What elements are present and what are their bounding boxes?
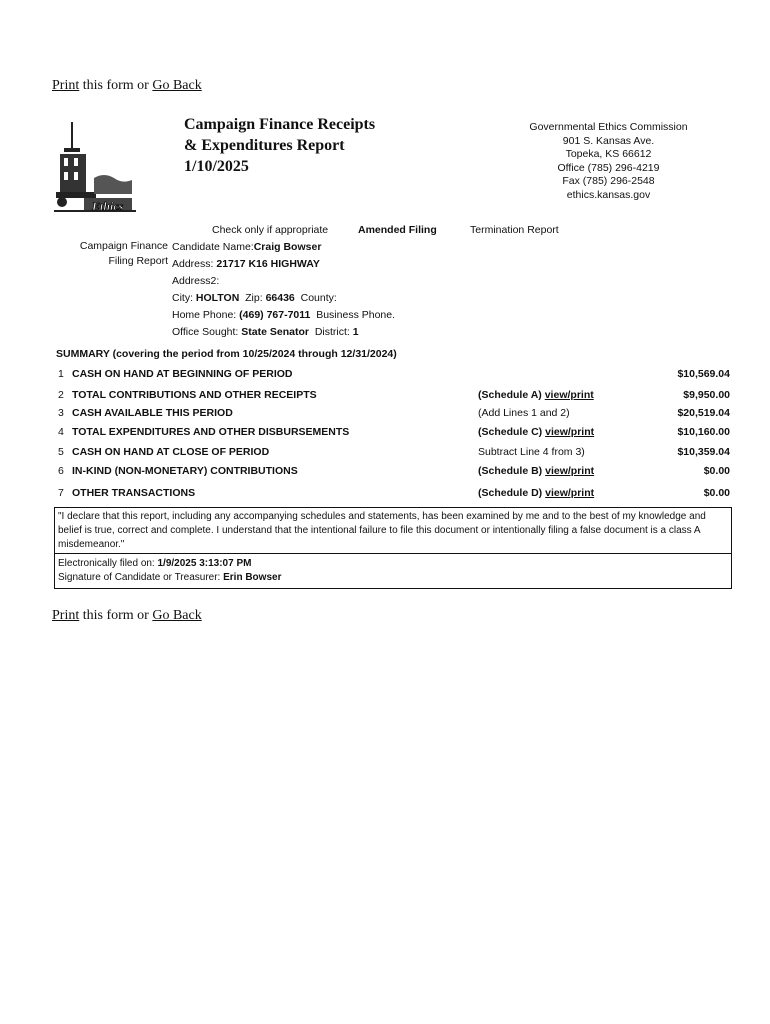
view-print-link[interactable]: view/print: [544, 389, 594, 401]
go-back-link[interactable]: Go Back: [152, 608, 202, 623]
top-nav: [52, 78, 202, 94]
schedule-label: Subtract Line 4 from 3): [478, 446, 585, 458]
row-number: 4: [58, 426, 64, 438]
check-instruction: Check only if appropriate: [212, 224, 329, 236]
title-line-2: & Expenditures Report: [184, 137, 345, 154]
schedule-label: (Schedule D): [478, 487, 543, 499]
nav-text: this form or: [79, 608, 153, 623]
county-label: County:: [300, 292, 337, 304]
report-title: [184, 114, 375, 177]
row-label: CASH AVAILABLE THIS PERIOD: [72, 407, 233, 419]
termination-report-option[interactable]: Termination Report: [470, 224, 559, 236]
nav-text: this form or: [79, 78, 153, 93]
row-number: 7: [58, 487, 64, 499]
signature-line: [58, 571, 728, 585]
filed-date: 1/9/2025 3:13:07 PM: [157, 558, 252, 569]
row-number: 2: [58, 389, 64, 401]
summary-row: [56, 487, 730, 507]
report-type-label-2: Filing Report: [108, 255, 168, 267]
home-phone: (469) 767-7011: [239, 309, 311, 321]
amended-filing-option[interactable]: Amended Filing: [358, 224, 437, 236]
office-sought-label: Office Sought:: [172, 326, 239, 338]
schedule-label: (Schedule C): [478, 426, 543, 438]
summary-row: [56, 368, 730, 388]
schedule-label: (Add Lines 1 and 2): [478, 407, 570, 419]
candidate-name-line: [172, 241, 321, 253]
address2-line: [172, 275, 219, 287]
filed-line: [58, 557, 728, 571]
row-amount: $10,160.00: [677, 426, 730, 438]
report-type-label-1: Campaign Finance: [79, 240, 168, 252]
view-print-link[interactable]: view/print: [545, 426, 595, 438]
commission-street: 901 S. Kansas Ave.: [562, 134, 655, 147]
view-print-link[interactable]: view/print: [545, 465, 595, 477]
zip-label: Zip:: [245, 292, 263, 304]
address2-label: Address2:: [172, 275, 220, 287]
row-label: TOTAL EXPENDITURES AND OTHER DISBURSEMENTS: [72, 426, 350, 438]
row-reference: [478, 487, 594, 499]
row-number: 6: [58, 465, 64, 477]
svg-text:Ethics: Ethics: [92, 199, 124, 212]
row-number: 3: [58, 407, 64, 419]
home-phone-label: Home Phone:: [172, 309, 237, 321]
row-reference: [478, 465, 594, 477]
row-label: TOTAL CONTRIBUTIONS AND OTHER RECEIPTS: [72, 389, 317, 401]
candidate-zip: 66436: [265, 292, 295, 304]
commission-fax: Fax (785) 296-2548: [562, 175, 655, 187]
row-reference: [478, 446, 585, 458]
row-reference: [478, 389, 594, 401]
signer-name: Erin Bowser: [223, 572, 282, 583]
row-number: 1: [58, 368, 64, 380]
signature-label: Signature of Candidate or Treasurer:: [58, 572, 221, 583]
commission-website: ethics.kansas.gov: [566, 188, 651, 201]
print-link[interactable]: Print: [52, 78, 80, 93]
summary-row: [56, 407, 730, 427]
bottom-nav: [52, 608, 202, 624]
ethics-seal-logo: [54, 118, 136, 212]
commission-name: Governmental Ethics Commission: [529, 121, 688, 133]
print-link[interactable]: Print: [52, 608, 80, 623]
schedule-label: (Schedule A): [478, 389, 542, 401]
city-label: City:: [172, 292, 193, 304]
business-phone-label: Business Phone.: [316, 309, 396, 321]
row-reference: [478, 407, 570, 419]
city-line: [172, 292, 337, 304]
row-amount: $10,569.04: [677, 368, 730, 380]
row-amount: $10,359.04: [677, 446, 730, 458]
schedule-label: (Schedule B): [478, 465, 543, 477]
summary-row: [56, 465, 730, 485]
candidate-address: 21717 K16 HIGHWAY: [216, 258, 320, 270]
row-amount: $9,950.00: [683, 389, 730, 401]
candidate-name-label: Candidate Name:: [172, 241, 254, 253]
row-label: IN-KIND (NON-MONETARY) CONTRIBUTIONS: [72, 465, 298, 477]
district: 1: [352, 326, 359, 338]
row-label: CASH ON HAND AT BEGINNING OF PERIOD: [72, 368, 293, 380]
address-line: [172, 258, 320, 270]
district-label: District:: [314, 326, 350, 338]
go-back-link[interactable]: Go Back: [152, 78, 202, 93]
commission-city: Topeka, KS 66612: [565, 148, 652, 160]
candidate-name: Craig Bowser: [253, 241, 322, 253]
filing-signature-box: [54, 553, 732, 589]
row-amount: $20,519.04: [677, 407, 730, 419]
summary-row: [56, 446, 730, 466]
row-reference: [478, 426, 594, 438]
candidate-city: HOLTON: [195, 292, 240, 304]
row-number: 5: [58, 446, 64, 458]
phone-line: [172, 309, 395, 321]
summary-row: [56, 426, 730, 446]
row-label: OTHER TRANSACTIONS: [72, 487, 196, 499]
summary-heading: SUMMARY (covering the period from 10/25/2024 through 12/31/2024): [56, 348, 397, 360]
view-print-link[interactable]: view/print: [545, 487, 595, 499]
summary-row: [56, 389, 730, 409]
row-label: CASH ON HAND AT CLOSE OF PERIOD: [72, 446, 270, 458]
office-line: [172, 326, 359, 338]
row-amount: $0.00: [703, 487, 730, 499]
office-sought: State Senator: [241, 326, 309, 338]
filed-label: Electronically filed on:: [58, 558, 155, 569]
row-amount: $0.00: [703, 465, 730, 477]
title-line-1: Campaign Finance Receipts: [184, 116, 376, 133]
commission-office-phone: Office (785) 296-4219: [557, 161, 660, 174]
address-label: Address:: [172, 258, 214, 270]
report-date: 1/10/2025: [184, 158, 249, 175]
commission-address: [500, 121, 717, 202]
declaration-box: "I declare that this report, including any accompanying schedules and statements, has been examined by me and to the best of my knowledge and belief is true, correct and complete. I understand that the intentional failure to file this document or intentionally filing a false document is a class A misdemeanor.": [54, 507, 732, 553]
